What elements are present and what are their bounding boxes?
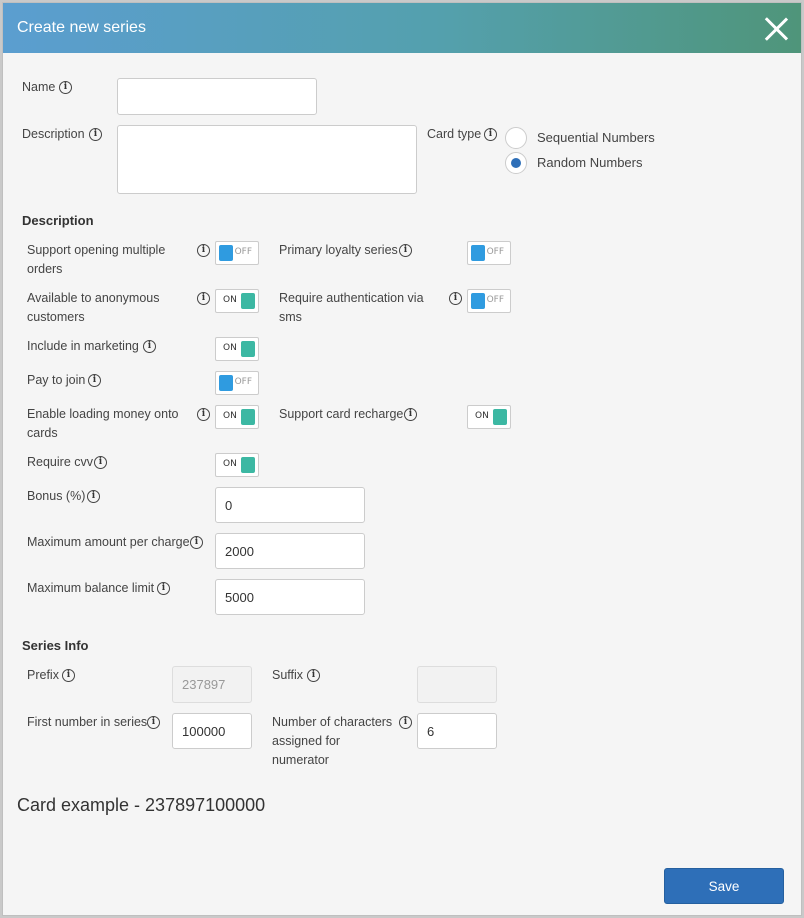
support-multiple-orders-label-1: Support opening multiple bbox=[27, 243, 166, 257]
info-icon[interactable]: i bbox=[87, 490, 100, 503]
max-charge-label: Maximum amount per charge bbox=[27, 535, 190, 549]
first-number-input[interactable]: 100000 bbox=[172, 713, 252, 749]
modal-title: Create new series bbox=[17, 19, 146, 36]
card-recharge-label: Support card recharge bbox=[279, 407, 404, 421]
toggle-knob bbox=[241, 457, 255, 473]
random-numbers-label: Random Numbers bbox=[537, 155, 643, 170]
close-icon[interactable] bbox=[763, 16, 789, 42]
info-icon[interactable]: i bbox=[404, 408, 417, 421]
sms-auth-label-2: sms bbox=[279, 310, 302, 324]
info-icon[interactable]: i bbox=[143, 340, 156, 353]
description-section-heading: Description bbox=[22, 213, 94, 228]
card-example-text: Card example - 237897100000 bbox=[17, 795, 266, 815]
info-icon[interactable]: i bbox=[62, 669, 75, 682]
bonus-label: Bonus (%) bbox=[27, 489, 86, 503]
info-icon[interactable]: i bbox=[190, 536, 203, 549]
bonus-input[interactable]: 0 bbox=[215, 487, 365, 523]
toggle-state: OFF bbox=[486, 247, 504, 257]
sequential-numbers-label: Sequential Numbers bbox=[537, 130, 655, 145]
num-chars-label-3: numerator bbox=[272, 753, 329, 767]
anonymous-toggle[interactable] bbox=[215, 289, 259, 313]
toggle-knob bbox=[471, 245, 485, 261]
toggle-knob bbox=[219, 375, 233, 391]
toggle-state: OFF bbox=[234, 377, 252, 387]
toggle-state: OFF bbox=[234, 247, 252, 257]
anonymous-label-1: Available to anonymous bbox=[27, 291, 160, 305]
pay-to-join-toggle[interactable] bbox=[215, 371, 259, 395]
num-chars-input[interactable]: 6 bbox=[417, 713, 497, 749]
info-icon[interactable]: i bbox=[197, 408, 210, 421]
name-label: Name bbox=[22, 80, 56, 94]
info-icon[interactable]: i bbox=[399, 244, 412, 257]
name-input[interactable] bbox=[117, 78, 317, 115]
info-icon[interactable]: i bbox=[484, 128, 497, 141]
description-label: Description bbox=[22, 127, 85, 141]
info-icon[interactable]: i bbox=[157, 582, 170, 595]
require-cvv-label: Require cvv bbox=[27, 455, 93, 469]
info-icon[interactable]: i bbox=[307, 669, 320, 682]
anonymous-label-2: customers bbox=[27, 310, 85, 324]
toggle-state: ON bbox=[223, 343, 237, 353]
toggle-state: ON bbox=[223, 459, 237, 469]
num-chars-label-2: assigned for bbox=[272, 734, 341, 748]
info-icon[interactable]: i bbox=[94, 456, 107, 469]
toggle-knob bbox=[241, 409, 255, 425]
description-textarea[interactable] bbox=[117, 125, 417, 194]
prefix-label: Prefix bbox=[27, 668, 59, 682]
marketing-toggle[interactable] bbox=[215, 337, 259, 361]
toggle-state: ON bbox=[223, 295, 237, 305]
max-balance-label: Maximum balance limit bbox=[27, 581, 155, 595]
first-number-label: First number in series bbox=[27, 715, 148, 729]
info-icon[interactable]: i bbox=[89, 128, 102, 141]
require-cvv-toggle[interactable] bbox=[215, 453, 259, 477]
info-icon[interactable]: i bbox=[197, 244, 210, 257]
toggle-knob bbox=[241, 341, 255, 357]
toggle-knob bbox=[471, 293, 485, 309]
max-balance-input[interactable]: 5000 bbox=[215, 579, 365, 615]
max-charge-input[interactable]: 2000 bbox=[215, 533, 365, 569]
toggle-state: ON bbox=[475, 411, 489, 421]
sms-auth-label-1: Require authentication via bbox=[279, 291, 424, 305]
card-recharge-toggle[interactable] bbox=[467, 405, 511, 429]
modal-header bbox=[3, 3, 801, 53]
suffix-input bbox=[417, 666, 497, 703]
loading-money-label-1: Enable loading money onto bbox=[27, 407, 179, 421]
card-type-label: Card type bbox=[427, 127, 482, 141]
info-icon[interactable]: i bbox=[147, 716, 160, 729]
primary-loyalty-label: Primary loyalty series bbox=[279, 243, 398, 257]
toggle-knob bbox=[241, 293, 255, 309]
info-icon[interactable]: i bbox=[88, 374, 101, 387]
sms-auth-toggle[interactable] bbox=[467, 289, 511, 313]
support-multiple-orders-toggle[interactable] bbox=[215, 241, 259, 265]
suffix-label: Suffix bbox=[272, 668, 304, 682]
radio-sequential-numbers[interactable] bbox=[505, 127, 527, 149]
marketing-label: Include in marketing bbox=[27, 339, 139, 353]
primary-loyalty-toggle[interactable] bbox=[467, 241, 511, 265]
num-chars-label-1: Number of characters bbox=[272, 715, 393, 729]
toggle-knob bbox=[219, 245, 233, 261]
pay-to-join-label: Pay to join bbox=[27, 373, 86, 387]
info-icon[interactable]: i bbox=[449, 292, 462, 305]
prefix-input: 237897 bbox=[172, 666, 252, 703]
info-icon[interactable]: i bbox=[399, 716, 412, 729]
series-info-heading: Series Info bbox=[22, 638, 89, 653]
toggle-state: OFF bbox=[486, 295, 504, 305]
support-multiple-orders-label-2: orders bbox=[27, 262, 63, 276]
info-icon[interactable]: i bbox=[197, 292, 210, 305]
radio-random-numbers[interactable] bbox=[505, 152, 527, 174]
save-button[interactable]: Save bbox=[664, 868, 784, 904]
toggle-state: ON bbox=[223, 411, 237, 421]
info-icon[interactable]: i bbox=[59, 81, 72, 94]
loading-money-toggle[interactable] bbox=[215, 405, 259, 429]
loading-money-label-2: cards bbox=[27, 426, 58, 440]
toggle-knob bbox=[493, 409, 507, 425]
